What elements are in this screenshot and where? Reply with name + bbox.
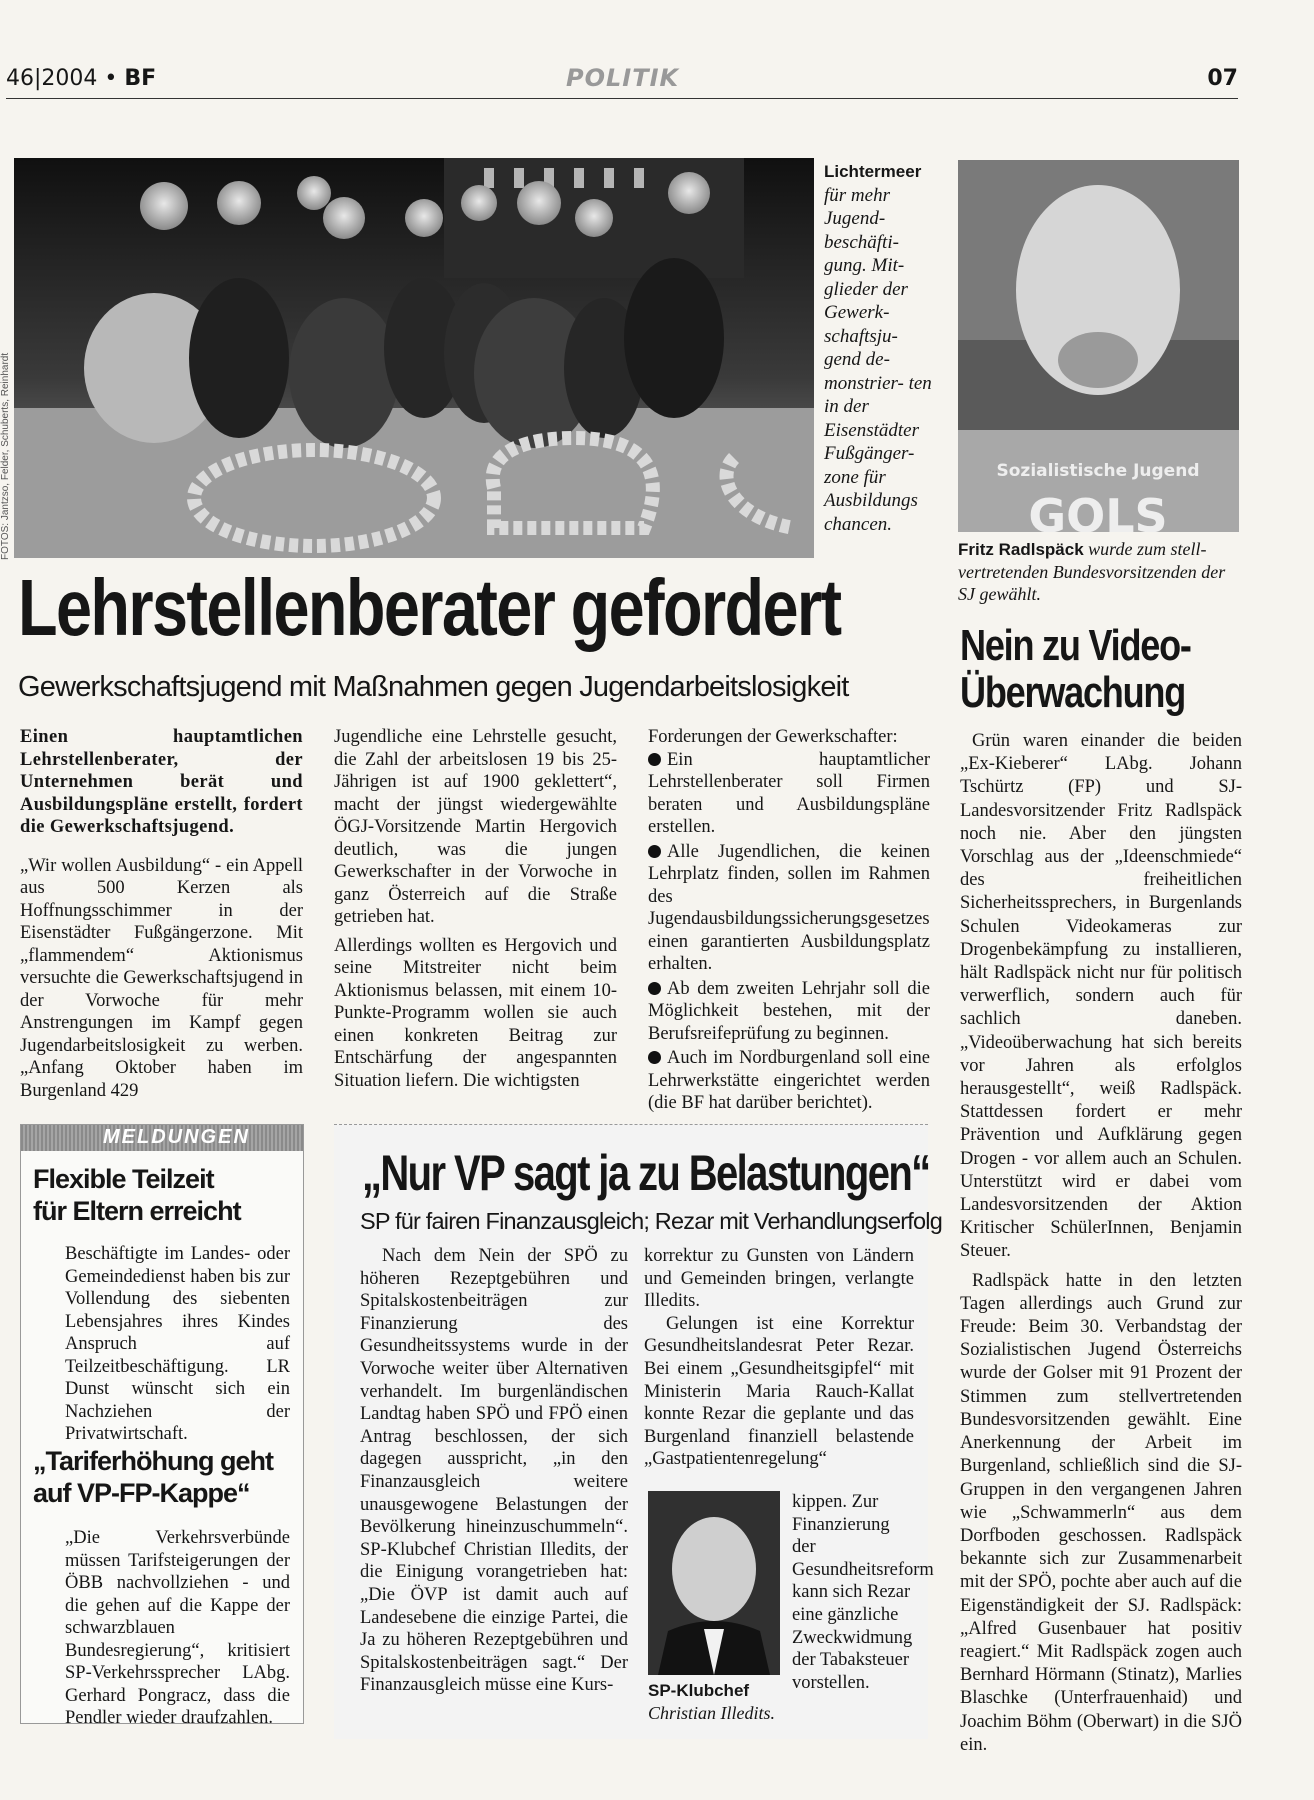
vp-col2-side: kippen. Zur Finanzierung der Gesundheitsreform kann sich Rezar eine gänzliche Zweckwidmung der Tabaksteuer vorstellen.	[792, 1492, 934, 1693]
bullet-icon	[648, 845, 661, 858]
bullet-icon	[648, 753, 661, 766]
main-col2-p2: Allerdings wollten es Hergovich und seine Mitstreiter nicht beim Aktionismus belassen, mit einem 10-Punkte-Programm wollen sie auch einen konkreten Beitrag zur Entschärfung der angespannten Situation liefern. Die wichtigsten	[334, 935, 617, 1091]
bullet-item: Ab dem zweiten Lehrjahr soll die Möglichkeit bestehen, mit der Berufsreifeprüfung zu beginnen.	[648, 978, 930, 1044]
bullet-item: Auch im Nordburgenland soll eine Lehrwerkstätte eingerichtet werden (die BF hat darüber berichtet).	[648, 1048, 930, 1113]
video-headline: Nein zu Video- Überwachung	[960, 621, 1191, 717]
bullet-icon	[648, 1051, 661, 1064]
shirt-text: Sozialistische Jugend	[996, 461, 1200, 481]
meldungen-label: MELDUNGEN	[103, 1126, 250, 1148]
bullet-item: Ein hauptamtlicher Lehrstellenberater soll Firmen beraten und Ausbildungspläne erstellen.	[648, 749, 930, 837]
main-subhead: Gewerkschaftsjugend mit Maßnahmen gegen Jugendarbeitslosigkeit	[18, 671, 849, 703]
main-col3-intro: Forderungen der Gewerkschafter:	[648, 727, 898, 747]
illedits-caption	[648, 1679, 798, 1724]
bullet-item: Alle Jugendlichen, die keinen Lehrplatz finden, sollen im Rahmen des Jugendausbildungssicherungsgesetzes einen garantierten Ausbildungsplatz erhalten.	[648, 841, 930, 974]
video-p2: Radlspäck hatte in den letzten Tagen allerdings auch Grund zur Freude: Beim 30. Verbandstag der Sozialistischen Jugend Österreichs wurde der Golser mit 91 Prozent der Stimmen zum stellvertretenden Bundesvorsitzenden gewählt. Eine Anerkennung der Arbeit im Burgenland, schließlich sind die SJ-Gruppen in den vergangenen Jahren wie „Schwammerln“ aus dem Dorfboden geschossen. Radlspäck bekannte sich zur Zusammenarbeit mit der SPÖ, pochte aber auch auf die Eigenständigkeit der SJ. Radlspäck: „Alfred Gusenbauer hat positiv reagiert.“ Mit Radlspäck zogen auch Bernhard Hörmann (Stinatz), Marlies Blaschke (Unterfrauenhaid) und Joachim Böhm (Oberwart) in die SJÖ ein.	[960, 1270, 1242, 1755]
caption-lead: Lichtermeer	[824, 162, 922, 181]
illedits-photo	[648, 1491, 780, 1675]
vp-col1: Nach dem Nein der SPÖ zu höheren Rezeptgebühren und Spitalskostenbeiträgen zur Finanzierung des Gesundheitssystems wurde in der Vorwoche weiter über Alternativen verhandelt. Im burgenländischen Landtag haben SPÖ und FPÖ einen Antrag beschlossen, der sich dagegen ausspricht, „in den Finanzausgleich weitere unausgewogene Belastungen der Bevölkerung hineinzuschummeln“. SP-Klubchef Christian Illedits, der die Einigung vorangetrieben hat: „Die ÖVP ist damit auch auf Landesebene die einzige Partei, die Ja zu höheren Rezeptgebühren und Spitalskostenbeiträgen sagt.“ Der Finanzausgleich müsse eine Kurs-	[360, 1246, 628, 1696]
main-article-col1	[20, 726, 303, 1108]
portrait-name: Fritz Radlspäck	[958, 540, 1084, 559]
video-article-body	[960, 730, 1242, 1763]
vp-col2-p1: korrektur zu Gunsten von Ländern und Gemeinden bringen, verlangte Illedits.	[644, 1246, 914, 1312]
main-article-col3	[648, 726, 930, 1117]
main-col2-p1: Jugendliche eine Lehrstelle gesucht, die Zahl der arbeitslosen 19 bis 25-Jährigen ist auf 1900 geklettert“, macht der jüngst wiedergewählte ÖGJ-Vorsitzende Martin Hergovich deutlich, was die jungen Gewerkschafter in der Vorwoche in ganz Österreich auf die Straße getrieben hat.	[334, 727, 617, 927]
main-photo-caption	[824, 160, 936, 536]
portrait-caption	[958, 538, 1244, 605]
caption-text: für mehr Jugend- beschäfti- gung. Mit- glieder der Gewerk- schaftsju- gend de- monstrier- ten in der Eisenstädter Fußgänger- zone für Ausbildungs chancen.	[824, 184, 932, 535]
candle-demo-image	[14, 158, 814, 558]
section-title: POLITIK	[566, 64, 680, 92]
portrait-photo	[958, 160, 1239, 532]
vp-subhead: SP für fairen Finanzausgleich; Rezar mit Verhandlungserfolg	[360, 1208, 942, 1234]
main-photo	[14, 158, 814, 558]
video-p1: Grün waren einander die beiden „Ex-Kieberer“ LAbg. Johann Tschürtz (FP) und SJ-Landesvorsitzender Fritz Radlspäck noch nie. Aber den jüngsten Vorschlag aus der „Ideenschmiede“ des freiheitlichen Sicherheitssprechers, in Burgenlands Schulen Videokameras zur Drogenbekämpfung zu installieren, hält Radlspäck nicht nur für politisch verwerflich, sondern auch für sachlich daneben. „Videoüberwachung hat sich bereits vor Jahren als erfolglos herausgestellt“, weiß Radlspäck. Stattdessen fordert er mehr Prävention und Aufklärung gegen Drogen - vor allem auch an Schulen. Unterstützt wird er dabei vom Landesvorsitzenden der Aktion Kritischer SchülerInnen, Benjamin Steuer.	[960, 731, 1242, 1262]
main-lead: Einen hauptamtlichen Lehrstellenberater, der Unternehmen berät und Ausbildungspläne erstellt, fordert die Gewerkschaftsjugend.	[20, 727, 303, 837]
photo-credit: FOTOS: Jantzso, Felder, Schuberts, Reinhardt	[0, 352, 11, 560]
main-col1-text: „Wir wollen Ausbildung“ - ein Appell aus 500 Kerzen als Hoffnungsschimmer in der Eisenstädter Fußgängerzone. Mit „flammendem“ Aktionismus versuchte die Gewerkschaftsjugend in der Vorwoche für mehr Anstrengungen im Kampf gegen Jugendarbeitslosigkeit zu werben. „Anfang Oktober haben im Burgenland 429	[20, 855, 303, 1101]
illedits-portrait-image	[648, 1491, 780, 1675]
meldungen-box	[20, 1124, 304, 1728]
page-header	[6, 64, 1238, 99]
issue-label: 46|2004 • BF	[6, 66, 157, 91]
illedits-caption-text: Christian Illedits.	[648, 1703, 776, 1723]
main-article-col2	[334, 726, 617, 1098]
bullet-icon	[648, 982, 661, 995]
portrait-caption-text: wurde zum stell- vertretenden Bundesvorsitzenden der SJ gewählt.	[958, 539, 1226, 604]
meldung-1-text: Beschäftigte im Landes- oder Gemeindedienst haben bis zur Vollendung des siebenten Lebensjahres ihres Kindes Anspruch auf Teilzeitbeschäftigung. LR Dunst wünscht sich ein Nachziehen der Privatwirtschaft.	[65, 1244, 290, 1444]
meldung-1-headline: Flexible Teilzeit für Eltern erreicht	[33, 1164, 241, 1226]
meldungen-label-bar	[21, 1125, 303, 1151]
meldung-2-text: „Die Verkehrsverbünde müssen Tarifsteigerungen der ÖBB nachvollziehen - und die gehen auf die Kappe der schwarzblauen Bundesregierung“, kritisiert SP-Verkehrssprecher LAbg. Gerhard Pongracz, dass die Pendler wieder draufzahlen.	[65, 1528, 290, 1728]
vp-headline: „Nur VP sagt ja zu Belastungen“	[362, 1145, 930, 1201]
vp-col2-p2: Gelungen ist eine Korrektur Gesundheitslandesrat Peter Rezar. Bei einem „Gesundheitsgipfel“ mit Ministerin Maria Rauch-Kallat konnte Rezar die geplante und das Burgenland finanziell belastende „Gastpatientenregelung“	[644, 1313, 914, 1470]
vp-col2	[644, 1245, 914, 1477]
vp-article-box	[334, 1124, 942, 1739]
illedits-caption-name: SP-Klubchef	[648, 1681, 750, 1700]
portrait-image	[958, 160, 1239, 532]
shirt-text-2: GOLS	[1028, 489, 1168, 532]
meldung-2-headline: „Tariferhöhung geht auf VP-FP-Kappe“	[33, 1446, 273, 1508]
main-headline: Lehrstellenberater gefordert	[18, 563, 841, 652]
page-number: 07	[1207, 66, 1238, 91]
